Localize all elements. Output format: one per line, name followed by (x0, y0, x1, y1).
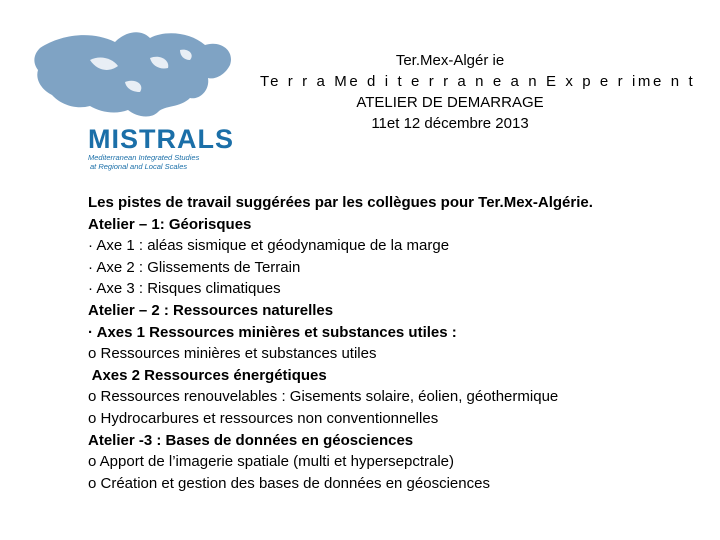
content-line: · Axe 3 : Risques climatiques (88, 280, 281, 298)
project-title: Ter.Mex-Algér ie (395, 52, 505, 69)
content-line: o Apport de l’imagerie spatiale (multi et hypersepctrale) (88, 453, 455, 471)
slide-header (260, 50, 696, 134)
content-list (88, 192, 708, 494)
mistrals-logo (30, 20, 245, 185)
logo-wordmark: MISTRALS (88, 124, 234, 154)
content-line: Atelier -3 : Bases de données en géosciences (88, 431, 414, 449)
content-line: · Axe 2 : Glissements de Terrain (88, 258, 301, 276)
content-line: Les pistes de travail suggérées par les collègues pour Ter.Mex-Algérie. (88, 194, 593, 211)
content-line: Atelier – 1: Géorisques (88, 215, 252, 233)
content-line: · Axe 1 : aléas sismique et géodynamique de la marge (88, 237, 450, 255)
content-line: o Ressources renouvelables : Gisements solaire, éolien, géothermique (88, 388, 559, 406)
content-line: · Axes 1 Ressources minières et substances utiles : (88, 323, 457, 341)
content-line: Axes 2 Ressources énergétiques (88, 366, 327, 384)
sea-shape (34, 32, 231, 116)
workshop-date: 11et 12 décembre 2013 (371, 115, 529, 132)
workshop-title: ATELIER DE DEMARRAGE (356, 94, 544, 111)
logo-tagline-1: Mediterranean Integrated Studies (88, 153, 200, 162)
project-subtitle: Te r r a Me d i t e r r a n e a n E x p e r ime n t (260, 73, 696, 90)
content-line: o Ressources minières et substances utiles (88, 345, 377, 363)
content-line: o Hydrocarbures et ressources non conventionnelles (88, 409, 439, 427)
logo-tagline-2: at Regional and Local Scales (90, 162, 188, 171)
content-line: Atelier – 2 : Ressources naturelles (88, 301, 334, 319)
mediterranean-map-icon (30, 20, 245, 185)
content-line: o Création et gestion des bases de données en géosciences (88, 474, 490, 492)
